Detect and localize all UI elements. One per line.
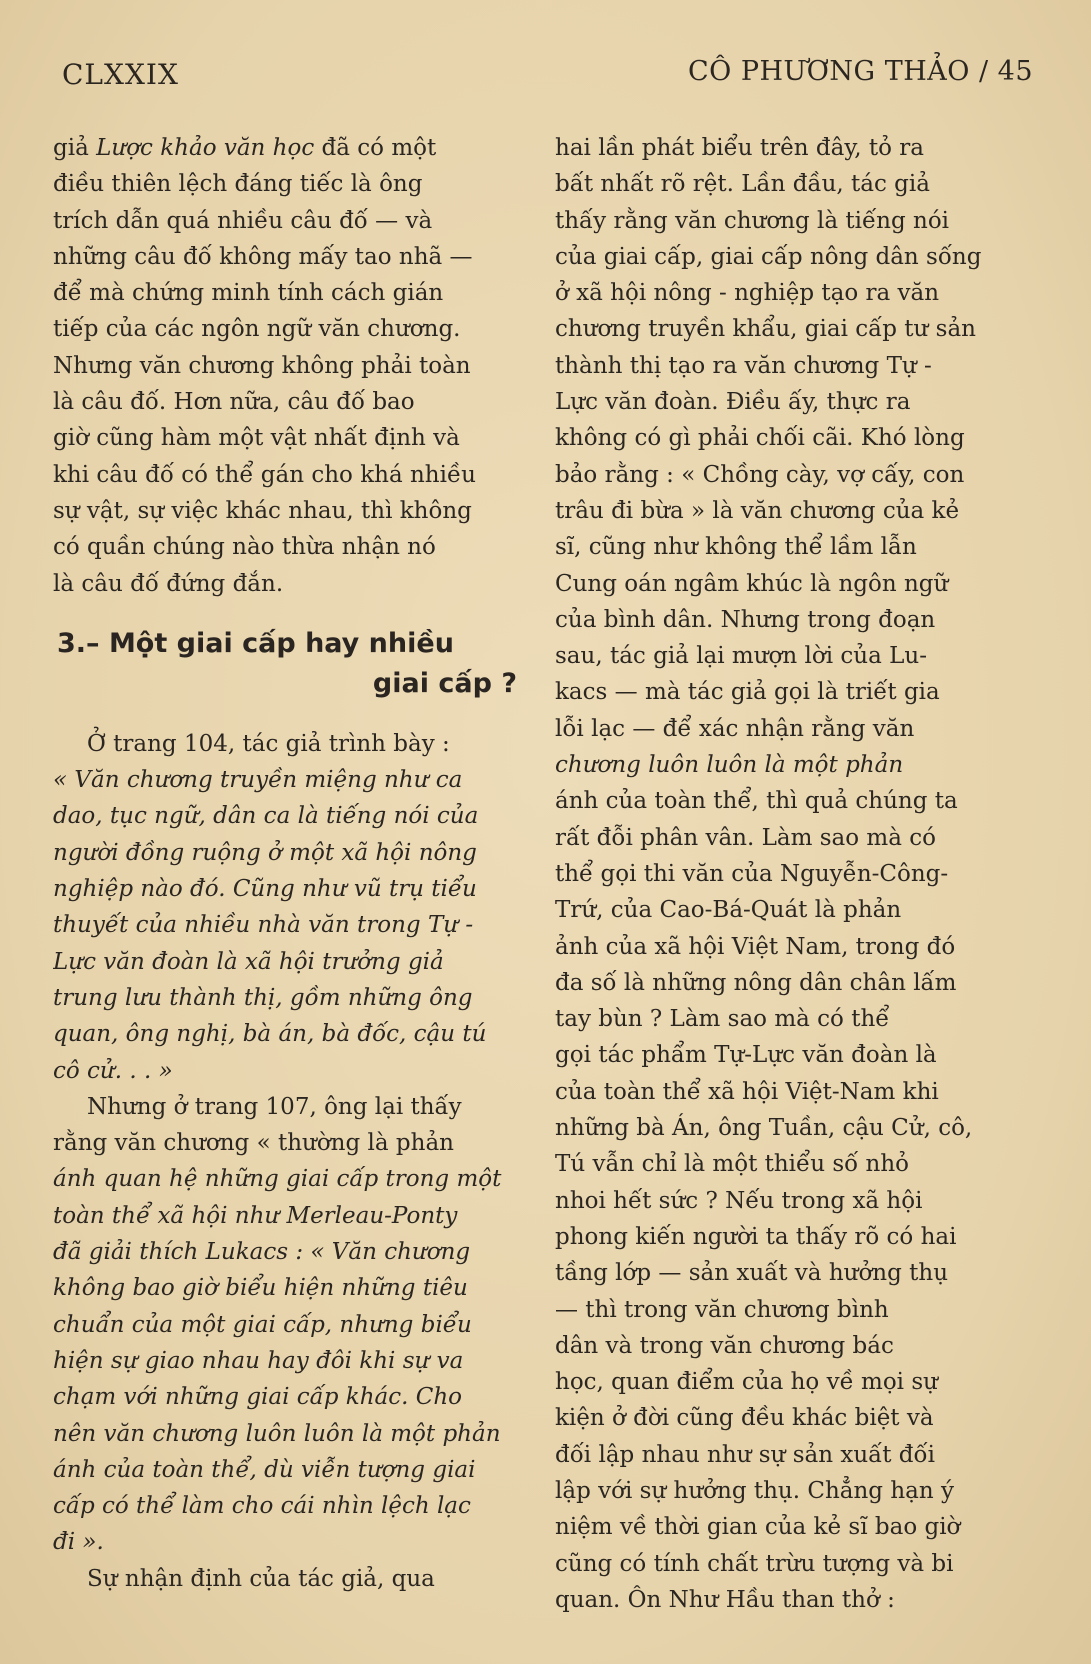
text-line: của toàn thể xã hội Việt-Nam khi xyxy=(555,1078,939,1105)
running-header-left: CLXXIX xyxy=(62,58,179,91)
quote-line: người đồng ruộng ở một xã hội nông xyxy=(53,839,477,866)
text-line: trích dẫn quá nhiều câu đố — và xyxy=(53,207,433,234)
text-line: niệm về thời gian của kẻ sĩ bao giờ xyxy=(555,1514,961,1541)
text-line: tay bùn ? Làm sao mà có thể xyxy=(555,1006,890,1033)
text-line: có quần chúng nào thừa nhận nó xyxy=(53,534,436,561)
section-heading-line2: giai cấp ? xyxy=(372,667,517,699)
text-line: lỗi lạc — để xác nhận rằng văn xyxy=(555,715,915,742)
text-line: sự vật, sự việc khác nhau, thì không xyxy=(53,497,472,524)
text-line: thành thị tạo ra văn chương Tự - xyxy=(555,352,932,379)
text-line xyxy=(53,130,525,166)
paragraph-continued xyxy=(555,130,1027,1618)
text-line: cũng có tính chất trừu tượng và bi xyxy=(555,1550,954,1577)
book-title-italic: Lược khảo văn học xyxy=(96,135,315,161)
paragraph-1 xyxy=(53,130,525,602)
text-line: là câu đố. Hơn nữa, câu đố bao xyxy=(53,389,415,416)
text-line: bảo rằng : « Chồng cày, vợ cấy, con xyxy=(555,461,965,488)
text-line: những câu đố không mấy tao nhã — xyxy=(53,243,473,270)
text-line: kacs — mà tác giả gọi là triết gia xyxy=(555,679,940,706)
text-line: rất đỗi phân vân. Làm sao mà có xyxy=(555,824,936,851)
text-line: không có gì phải chối cãi. Khó lòng xyxy=(555,425,965,452)
text-line: là câu đố đứng đắn. xyxy=(53,570,284,597)
paragraph-3 xyxy=(53,1089,525,1561)
text-line: Ở trang 104, tác giả trình bày : xyxy=(87,730,450,757)
quote-line: không bao giờ biểu hiện những tiêu xyxy=(53,1275,468,1302)
text-line: — thì trong văn chương bình xyxy=(555,1296,889,1323)
text-line: quan. Ôn Như Hầu than thở : xyxy=(555,1586,895,1613)
text-line: đối lập nhau như sự sản xuất đối xyxy=(555,1441,935,1468)
text-line: Tú vẫn chỉ là một thiểu số nhỏ xyxy=(555,1151,909,1178)
quote-line: chạm với những giai cấp khác. Cho xyxy=(53,1384,463,1411)
quote-line: trung lưu thành thị, gồm những ông xyxy=(53,984,473,1011)
text-line: thể gọi thi văn của Nguyễn-Công- xyxy=(555,860,949,887)
quote-line: dao, tục ngữ, dân ca là tiếng nói của xyxy=(53,803,479,830)
quote-line: ánh quan hệ những giai cấp trong một xyxy=(53,1166,502,1193)
text-line: sĩ, cũng như không thể lầm lẫn xyxy=(555,534,917,561)
quote-line: quan, ông nghị, bà án, bà đốc, cậu tú xyxy=(53,1021,487,1048)
text-line: ở xã hội nông - nghiệp tạo ra văn xyxy=(555,280,940,307)
quote-line: chương luôn luôn là một phản xyxy=(555,752,904,779)
text-line: ảnh của xã hội Việt Nam, trong đó xyxy=(555,933,956,960)
quote-line: thuyết của nhiều nhà văn trong Tự - xyxy=(53,912,474,939)
text-run: giả xyxy=(53,135,97,161)
section-heading-line1: 3.– Một giai cấp hay nhiều xyxy=(57,627,454,659)
text-line: khi câu đố có thể gán cho khá nhiều xyxy=(53,461,476,488)
text-line: trâu đi bừa » là văn chương của kẻ xyxy=(555,497,960,524)
text-line: rằng văn chương « thường là phản xyxy=(53,1130,454,1157)
quote-line: « Văn chương truyền miệng như ca xyxy=(53,767,463,794)
quote-line: nên văn chương luôn luôn là một phản xyxy=(53,1420,501,1447)
text-line: để mà chứng minh tính cách gián xyxy=(53,280,444,307)
quote-line: cấp có thể làm cho cái nhìn lệch lạc xyxy=(53,1493,471,1520)
text-line: học, quan điểm của họ về mọi sự xyxy=(555,1369,938,1396)
text-line: lập với sự hưởng thụ. Chẳng hạn ý xyxy=(555,1477,954,1504)
running-header-right: CÔ PHƯƠNG THẢO / 45 xyxy=(687,56,1033,87)
quote-line: nghiệp nào đó. Cũng như vũ trụ tiểu xyxy=(53,876,477,903)
text-line: Cung oán ngâm khúc là ngôn ngữ xyxy=(555,570,949,597)
text-line: tầng lớp — sản xuất và hưởng thụ xyxy=(555,1260,949,1287)
quote-line: chuẩn của một giai cấp, nhưng biểu xyxy=(53,1311,472,1338)
text-line: tiếp của các ngôn ngữ văn chương. xyxy=(53,316,461,343)
text-line: thấy rằng văn chương là tiếng nói xyxy=(555,207,950,234)
text-line: nhoi hết sức ? Nếu trong xã hội xyxy=(555,1187,923,1214)
text-line: hai lần phát biểu trên đây, tỏ ra xyxy=(555,135,924,161)
text-line: những bà Án, ông Tuần, cậu Cử, cô, xyxy=(555,1115,973,1142)
quote-line: toàn thể xã hội như Merleau-Ponty xyxy=(53,1202,458,1229)
text-line: giờ cũng hàm một vật nhất định và xyxy=(53,425,460,452)
quote-line: Lực văn đoàn là xã hội trưởng giả xyxy=(53,948,444,975)
left-column xyxy=(53,130,525,1597)
text-run: đã có một xyxy=(314,135,437,161)
text-line: kiện ở đời cũng đều khác biệt và xyxy=(555,1405,934,1432)
text-line: Lực văn đoàn. Điều ấy, thực ra xyxy=(555,389,911,416)
text-line: ánh của toàn thể, thì quả chúng ta xyxy=(555,788,958,815)
right-column xyxy=(555,130,1027,1618)
text-line: Nhưng văn chương không phải toàn xyxy=(53,352,471,379)
text-line: điều thiên lệch đáng tiếc là ông xyxy=(53,171,423,198)
quote-line: ánh của toàn thể, dù viễn tượng giai xyxy=(53,1456,476,1483)
paragraph-4 xyxy=(53,1561,525,1597)
quote-line: đi ». xyxy=(53,1529,104,1556)
text-line: gọi tác phẩm Tự-Lực văn đoàn là xyxy=(555,1042,937,1069)
text-line: Trứ, của Cao-Bá-Quát là phản xyxy=(555,897,902,924)
text-line: dân và trong văn chương bác xyxy=(555,1332,894,1359)
text-line: Nhưng ở trang 107, ông lại thấy xyxy=(87,1093,462,1120)
text-line: sau, tác giả lại mượn lời của Lu- xyxy=(555,643,927,670)
text-line: phong kiến người ta thấy rõ có hai xyxy=(555,1223,957,1250)
quote-line: hiện sự giao nhau hay đôi khi sự va xyxy=(53,1347,464,1374)
paragraph-2 xyxy=(53,726,525,1089)
text-line: của bình dân. Nhưng trong đoạn xyxy=(555,606,936,633)
quote-line: đã giải thích Lukacs : « Văn chương xyxy=(53,1239,471,1266)
text-line: đa số là những nông dân chân lấm xyxy=(555,969,957,996)
text-line: Sự nhận định của tác giả, qua xyxy=(87,1565,435,1592)
quote-line: cô cử. . . » xyxy=(53,1057,173,1084)
section-heading xyxy=(57,624,525,704)
text-line: của giai cấp, giai cấp nông dân sống xyxy=(555,243,982,270)
text-line: bất nhất rõ rệt. Lần đầu, tác giả xyxy=(555,171,930,198)
text-line: chương truyền khẩu, giai cấp tư sản xyxy=(555,316,976,343)
